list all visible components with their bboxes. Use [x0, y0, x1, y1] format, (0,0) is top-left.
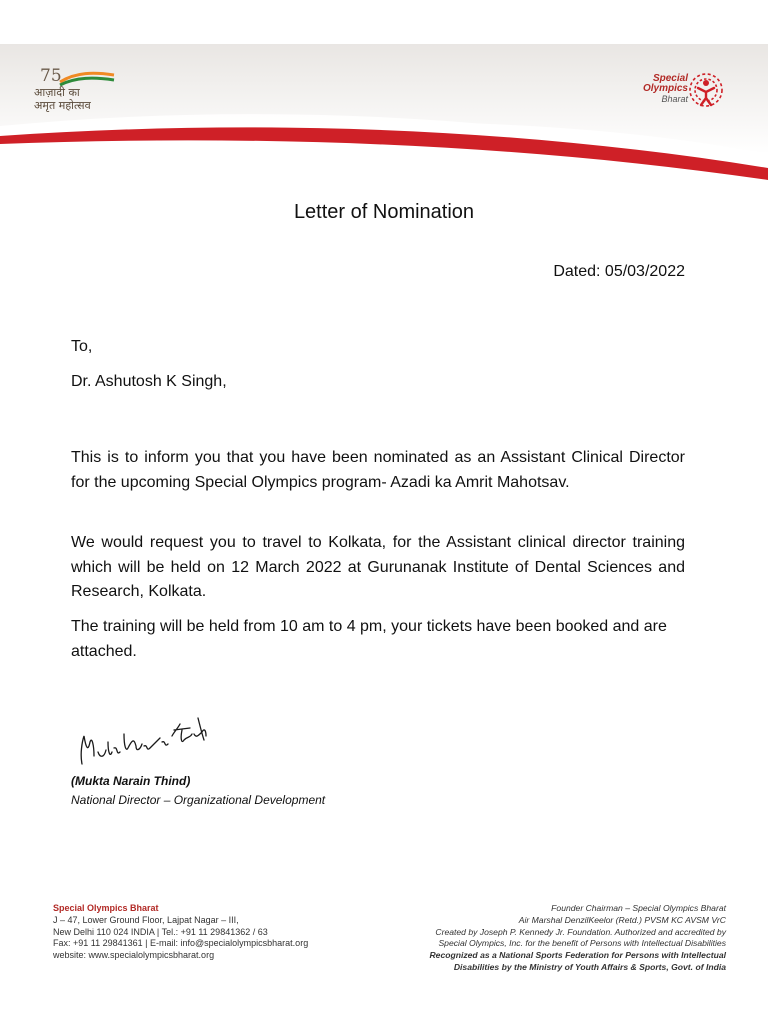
logo-line-1: आज़ादी का [34, 86, 80, 99]
logo-text-special: Special [652, 73, 688, 84]
letter-title: Letter of Nomination [293, 201, 475, 223]
footer-website-line: website: www.specialolympicsbharat.org [53, 950, 215, 961]
footer-address-line: J – 47, Lower Ground Floor, Lajpat Nagar – III, [53, 914, 239, 925]
signatory-name: (Mukta Narain Thind) [71, 774, 191, 788]
logo-number: 75 [40, 66, 62, 86]
footer-address-block [53, 903, 308, 962]
logo-text-olympics: Olympics [642, 83, 688, 94]
azadi-ka-amrit-mahotsav-logo [30, 66, 130, 126]
logo-text-bharat: Bharat [661, 94, 688, 104]
footer-phone-line: New Delhi 110 024 INDIA | Tel.: +91 11 29841362 / 63 [53, 926, 268, 937]
footer-org-name: Special Olympics Bharat [53, 903, 159, 913]
special-olympics-bharat-logo [606, 70, 746, 114]
footer-founder-line: Founder Chairman – Special Olympics Bharat [551, 903, 726, 913]
handwritten-signature [70, 712, 220, 772]
special-olympics-emblem-icon [686, 70, 726, 112]
footer-benefit-line: Special Olympics, Inc. for the benefit of Persons with Intellectual Disabilities [438, 938, 726, 949]
footer-ministry-line: Disabilities by the Ministry of Youth Affairs & Sports, Govt. of India [453, 961, 726, 972]
footer-founder-name: Air Marshal DenzilKeelor (Retd.) PVSM KC AVSM VrC [518, 914, 726, 925]
logo-line-2: अमृत महोत्सव [34, 99, 91, 112]
signatory-title: National Director – Organizational Development [71, 793, 326, 807]
body-paragraph-travel: We would request you to travel to Kolkata, for the Assistant clinical director training which will be held on 12 March 2022 at Gurunanak Institute of Dental Sciences and Research, Kolkata. [71, 534, 685, 600]
salutation: To, [71, 338, 93, 355]
footer-accreditation-block [346, 903, 726, 974]
footer-email-line: Fax: +91 11 29841361 | E-mail: info@specialolympicsbharat.org [53, 938, 309, 949]
addressee-name: Dr. Ashutosh K Singh, [71, 373, 227, 390]
letter-date: Dated: 05/03/2022 [553, 263, 685, 280]
body-paragraph-schedule: The training will be held from 10 am to 4 pm, your tickets have been booked and are attached. [71, 618, 667, 660]
footer-recognized-line: Recognized as a National Sports Federation for Persons with Intellectual [429, 950, 726, 961]
footer-created-line: Created by Joseph P. Kennedy Jr. Foundation. Authorized and accredited by [435, 926, 726, 937]
body-paragraph-nomination: This is to inform you that you have been nominated as an Assistant Clinical Director for the upcoming Special Olympics program- Azadi ka Amrit Mahotsav. [71, 449, 685, 491]
